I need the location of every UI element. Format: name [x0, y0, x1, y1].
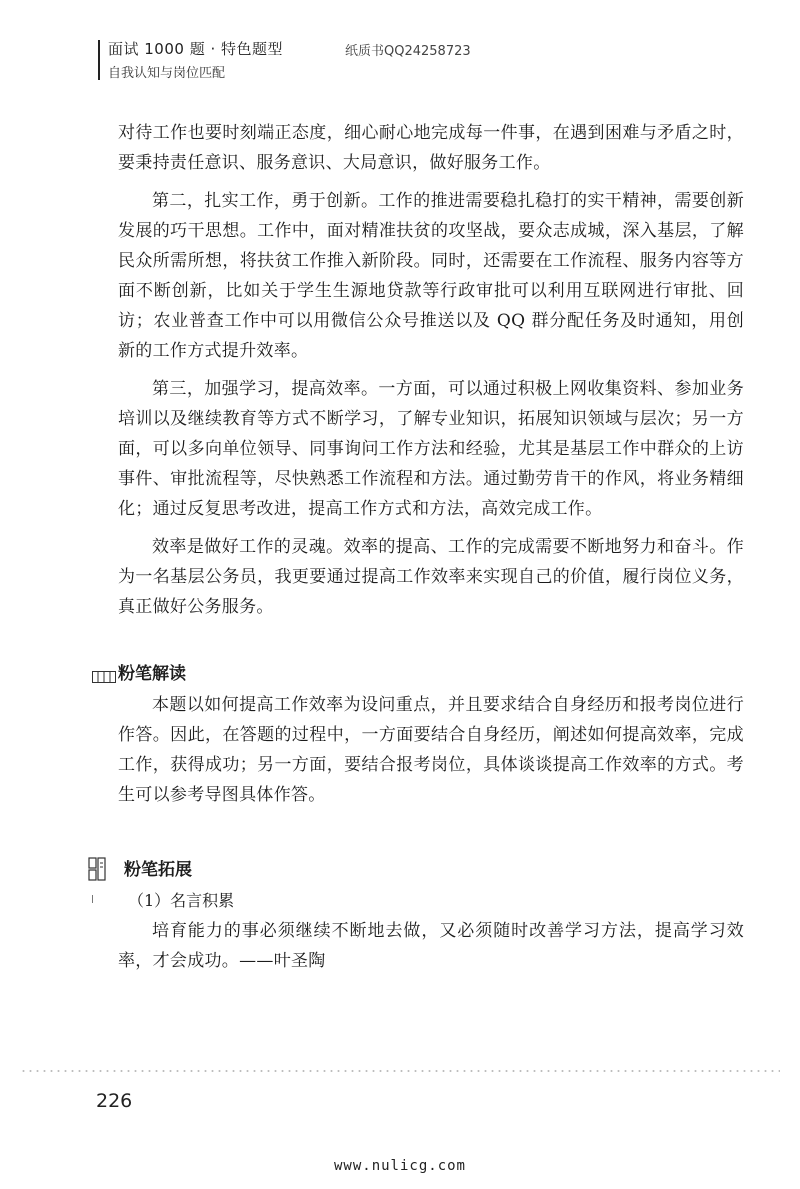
book-icon: [92, 668, 116, 687]
body-paragraph: 第二，扎实工作，勇于创新。工作的推进需要稳扎稳打的实干精神，需要创新发展的巧干思想。工作中，面对精准扶贫的攻坚战，要众志成城，深入基层，了解民众所需所想，将扶贫工作推入新阶段。同时，还需要在工作流程、服务内容等方面不断创新，比如关于学生生源地贷款等行政审批可以利用互联网进行审批、回访；农业普查工作中可以用微信公众号推送以及 QQ 群分配任务及时通知，用创新的工作方式提升效率。: [118, 191, 744, 361]
extend-heading-text: 粉笔拓展: [124, 860, 192, 880]
reading-section-heading: [118, 658, 744, 690]
chapter-title: 自我认知与岗位匹配: [108, 66, 226, 81]
extend-section-heading: [118, 854, 744, 886]
bookmark-icon: [88, 857, 108, 887]
reading-paragraph: 本题以如何提高工作效率为设问重点，并且要求结合自身经历和报考岗位进行作答。因此，在答题的过程中，一方面要结合自身经历，阐述如何提高效率，完成工作，获得成功；另一方面，要结合报考岗位，具体谈谈提高工作效率的方式。考生可以参考导图具体作答。: [118, 695, 744, 805]
page-body: [118, 118, 744, 976]
reading-heading-text: 粉笔解读: [118, 664, 186, 684]
body-paragraph: 第三，加强学习，提高效率。一方面，可以通过积极上网收集资料、参加业务培训以及继续教育等方式不断学习，了解专业知识，拓展知识领域与层次；另一方面，可以多向单位领导、同事询问工作方法和经验，尤其是基层工作中群众的上访事件、审批流程等，尽快熟悉工作流程和方法。通过勤劳肯干的作风，将业务精细化；通过反复思考改进，提高工作方式和方法，高效完成工作。: [118, 379, 744, 519]
book-title: 面试 1000 题 · 特色题型: [108, 40, 284, 58]
body-paragraph: 对待工作也要时刻端正态度，细心耐心地完成每一件事，在遇到困难与矛盾之时，要秉持责任意识、服务意识、大局意识，做好服务工作。: [118, 123, 744, 173]
page-header: [0, 0, 800, 90]
page-number: 226: [96, 1090, 133, 1112]
header-divider: [98, 40, 100, 80]
footer-url: www.nulicg.com: [333, 1158, 466, 1174]
body-paragraph: 效率是做好工作的灵魂。效率的提高、工作的完成需要不断地努力和奋斗。作为一名基层公务员，我更要通过提高工作效率来实现自己的价值，履行岗位义务，真正做好公务服务。: [118, 537, 744, 617]
quote-paragraph: 培育能力的事必须继续不断地去做，又必须随时改善学习方法，提高学习效率，才会成功。——叶圣陶: [118, 921, 744, 971]
watermark-text: 纸质书QQ24258723: [345, 44, 471, 59]
margin-mark: [92, 895, 93, 903]
extend-subheading: （1）名言积累: [128, 891, 235, 910]
dotted-divider: [20, 1068, 780, 1074]
